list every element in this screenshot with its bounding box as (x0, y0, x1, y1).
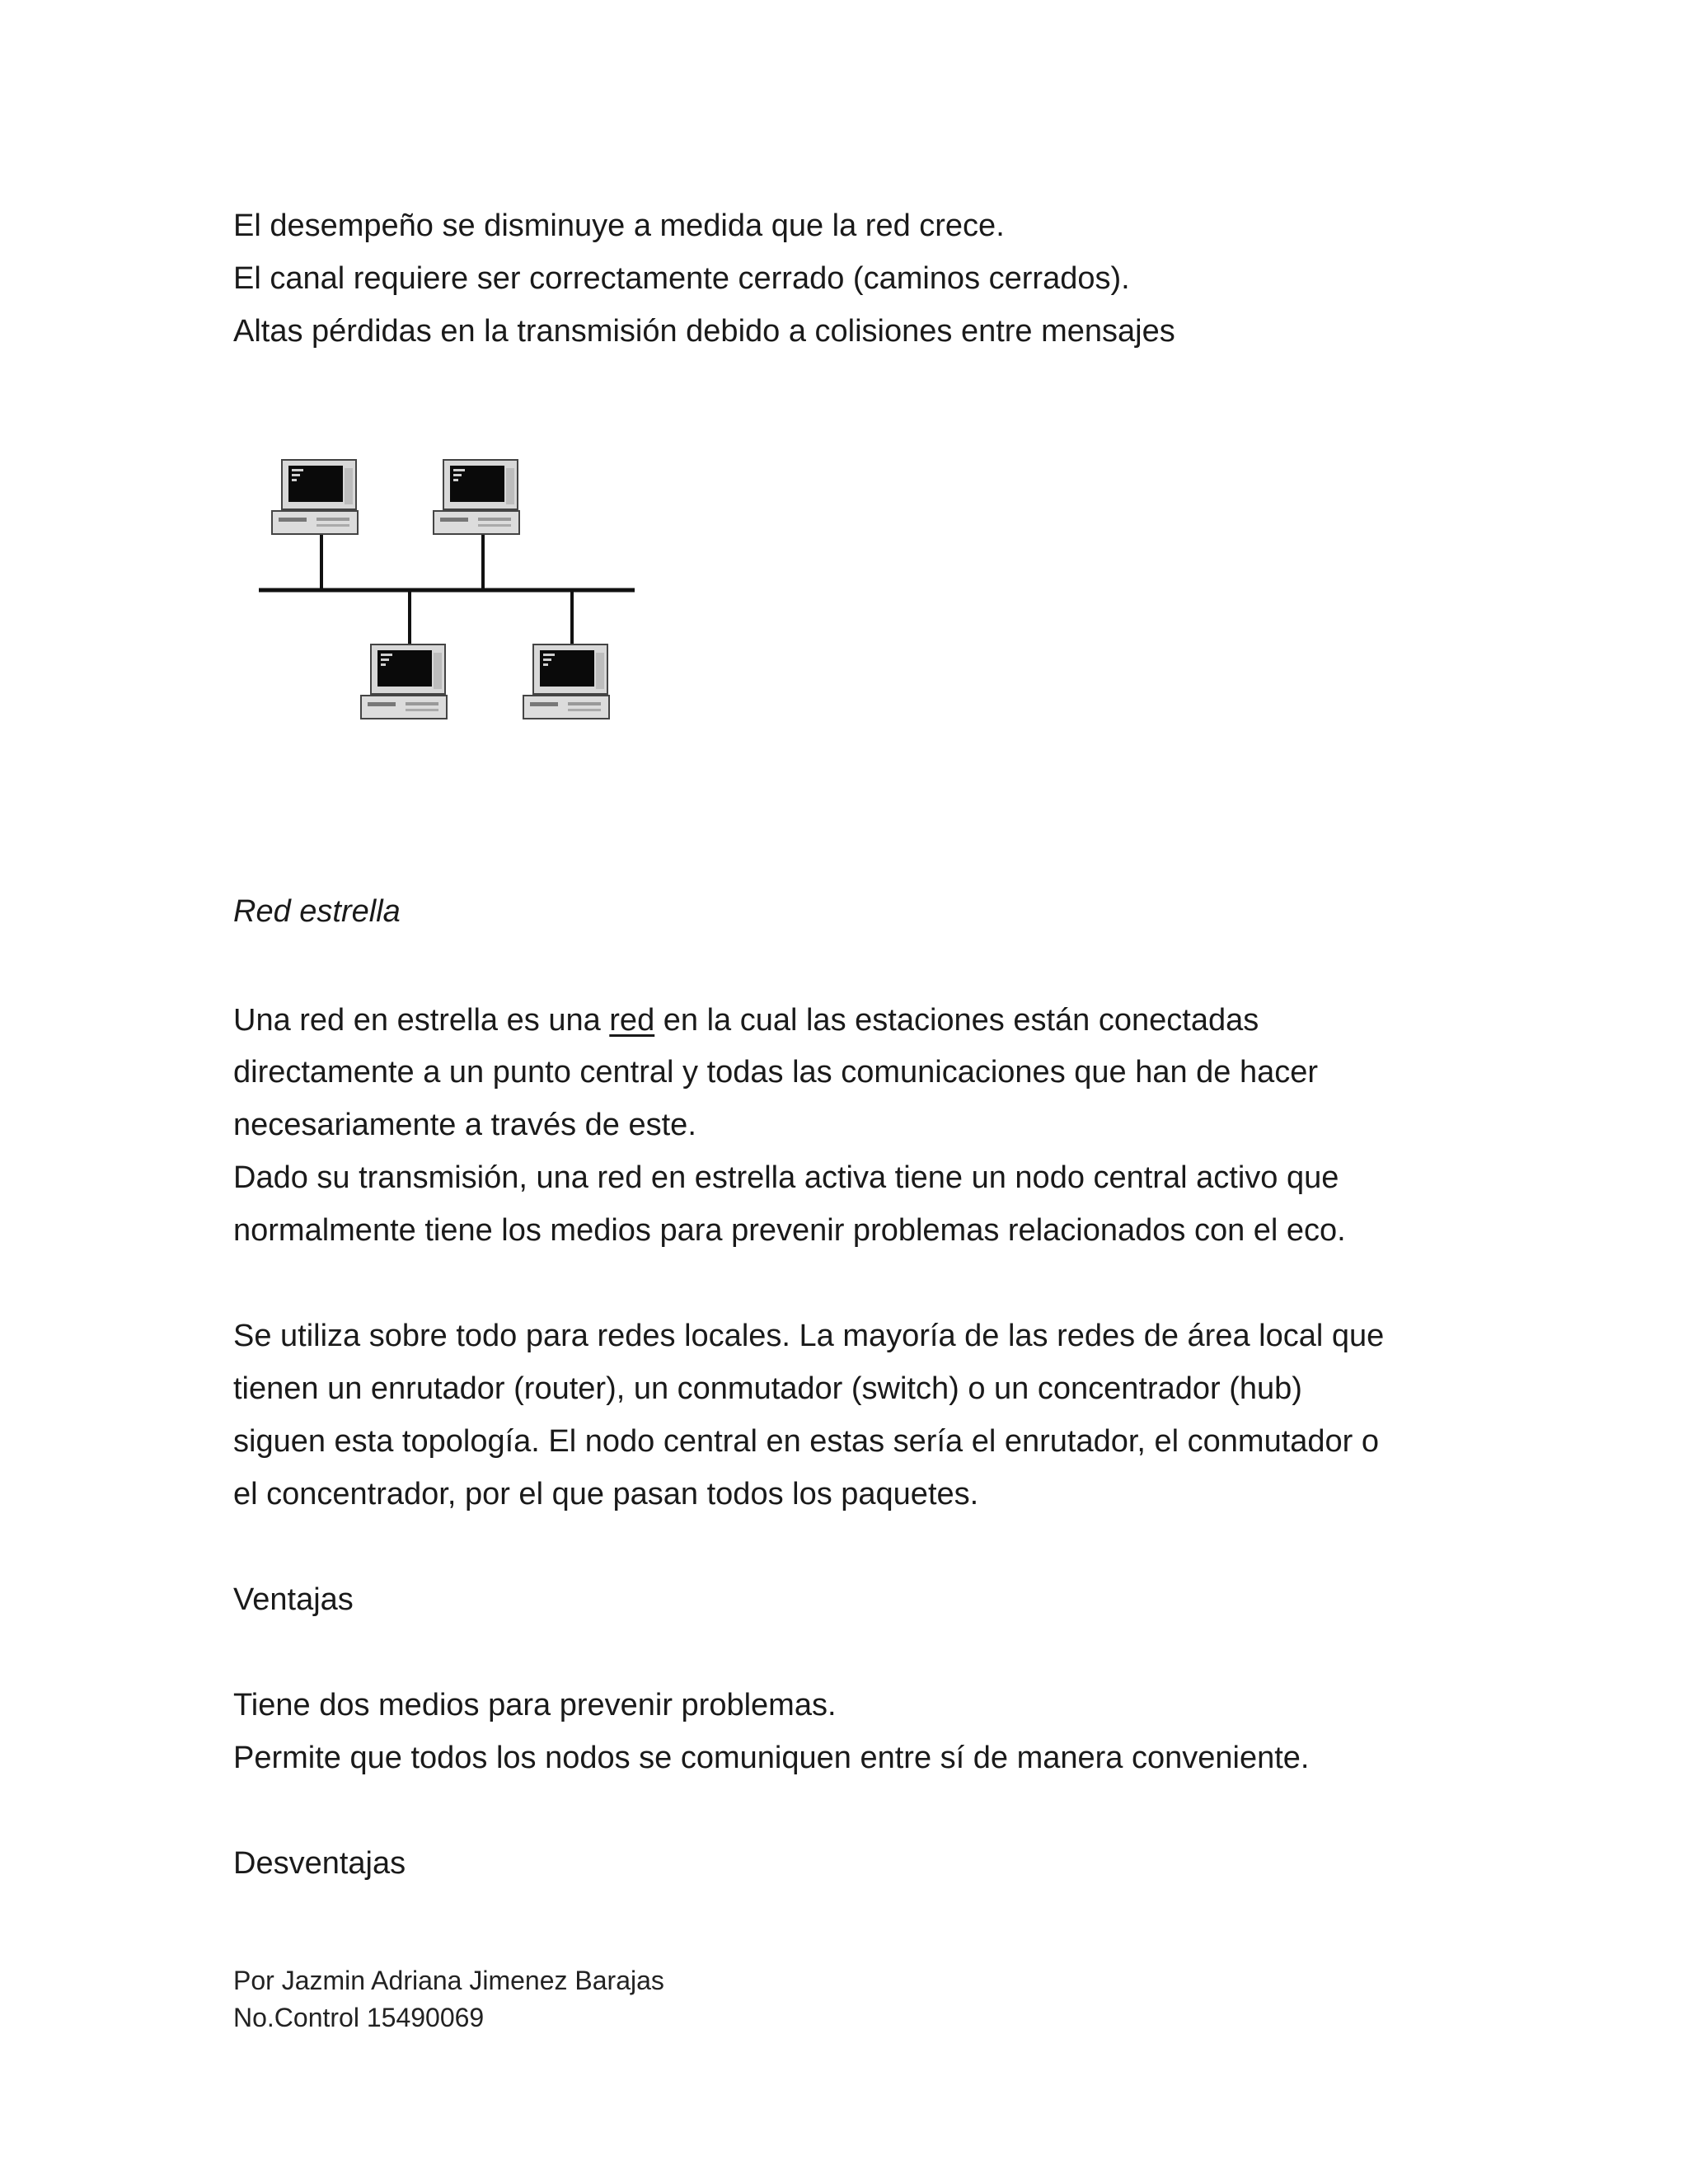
text-line: El canal requiere ser correctamente cerrado (caminos cerrados). (233, 261, 1130, 296)
text-fragment: en la cual las estaciones están conectadas (654, 1003, 1259, 1038)
text-line: directamente a un punto central y todas las comunicaciones que han de hacer (233, 1055, 1319, 1090)
list-item: Tiene dos medios para prevenir problemas. (233, 1688, 837, 1722)
bus-topology-diagram (256, 452, 643, 724)
text-line: El desempeño se disminuye a medida que la red crece. (233, 209, 1005, 243)
footer-author: Por Jazmin Adriana Jimenez Barajas (233, 1966, 664, 1995)
text-line: el concentrador, por el que pasan todos los paquetes. (233, 1477, 979, 1511)
text-line: siguen esta topología. El nodo central en estas sería el enrutador, el conmutador o (233, 1424, 1380, 1459)
text-line: Altas pérdidas en la transmisión debido a colisiones entre mensajes (233, 314, 1175, 349)
computer-icon (434, 460, 519, 534)
computer-icon (272, 460, 358, 534)
text-line: normalmente tiene los medios para prevenir problemas relacionados con el eco. (233, 1213, 1346, 1248)
desventajas-heading: Desventajas (233, 1846, 406, 1881)
text-line (233, 1001, 1259, 1040)
text-fragment: Una red en estrella es una (233, 1003, 610, 1038)
computer-icon (523, 644, 609, 719)
computer-icon (361, 644, 447, 719)
text-line: necesariamente a través de este. (233, 1108, 696, 1142)
footer-control-number: No.Control 15490069 (233, 2003, 485, 2032)
text-line: Se utiliza sobre todo para redes locales. La mayoría de las redes de área local que (233, 1319, 1385, 1353)
red-link[interactable]: red (609, 1003, 655, 1038)
text-line: tienen un enrutador (router), un conmutador (switch) o un concentrador (hub) (233, 1371, 1302, 1406)
ventajas-heading: Ventajas (233, 1582, 354, 1617)
text-line: Dado su transmisión, una red en estrella activa tiene un nodo central activo que (233, 1160, 1339, 1195)
section-title: Red estrella (233, 894, 401, 929)
list-item: Permite que todos los nodos se comuniquen entre sí de manera conveniente. (233, 1741, 1310, 1775)
